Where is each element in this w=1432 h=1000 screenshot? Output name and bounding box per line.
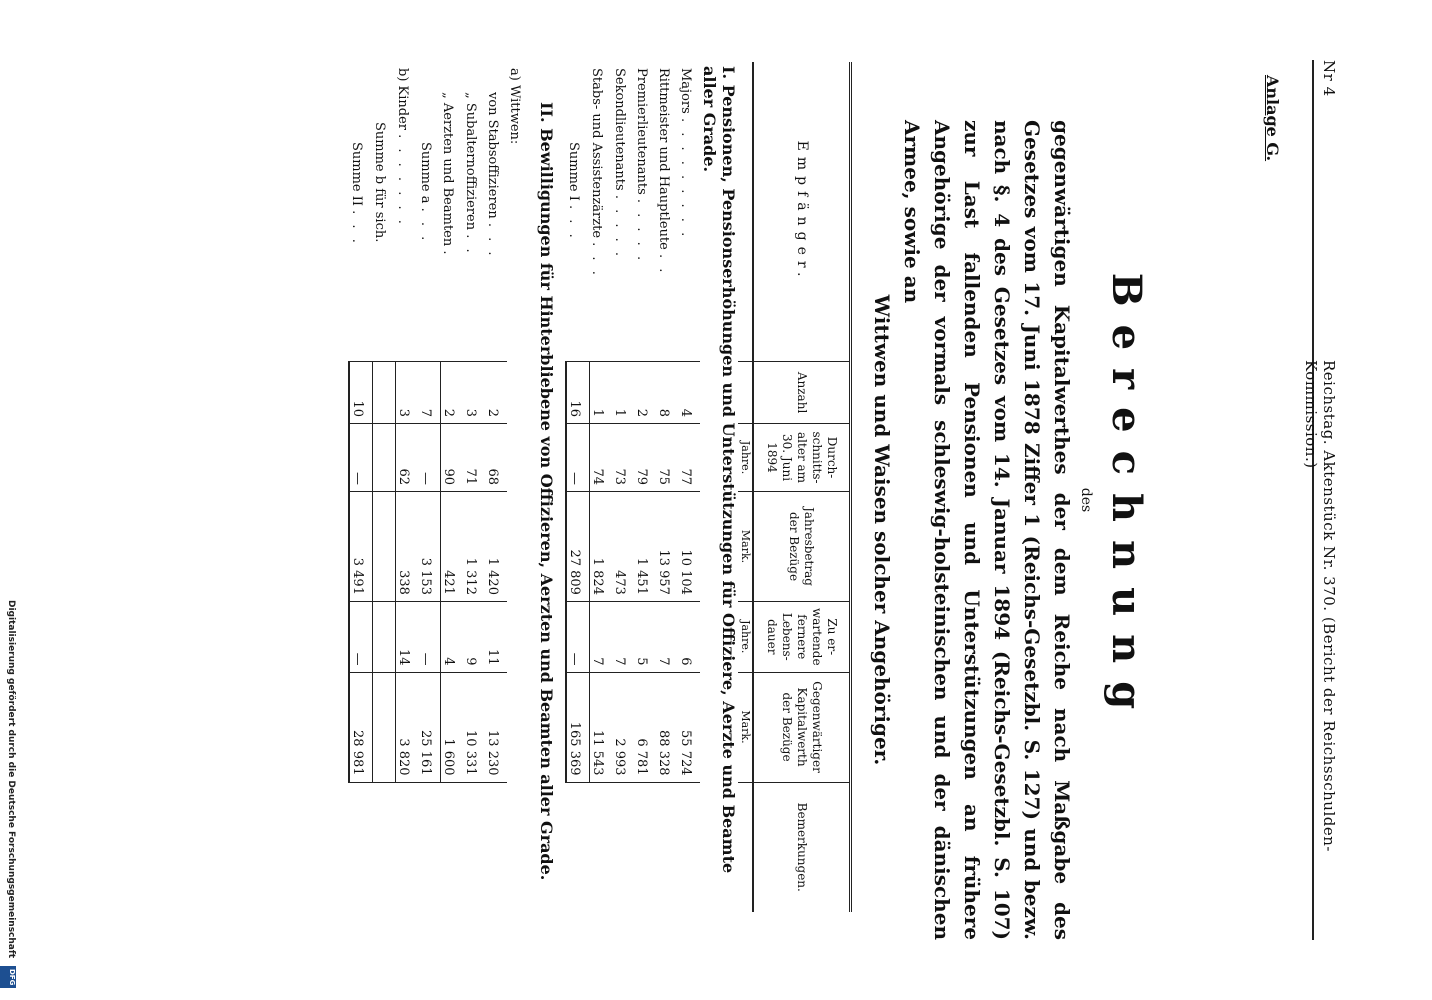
- header-durchschnittsalter: Durch-schnitts-alter am 30. Juni 1894: [753, 424, 851, 492]
- calculation-table: [348, 62, 852, 912]
- summe-2-label: Summe II: [349, 142, 364, 207]
- cell-alter: 62: [396, 424, 419, 492]
- cell-kapital: 13 230: [485, 672, 507, 782]
- cell-anzahl: 3: [463, 362, 485, 424]
- title-connector: des: [1078, 487, 1094, 513]
- cell-jahresbetrag: 3 153: [418, 492, 441, 602]
- unit-alter: Jahre.: [738, 424, 753, 492]
- table-row: [485, 62, 507, 912]
- cell-jahresbetrag: 1 824: [590, 492, 613, 602]
- row-dots: .: [440, 250, 456, 258]
- cell-kapital: 11 543: [590, 672, 613, 782]
- table-row: [590, 62, 613, 912]
- unit-kapitalwerth: Mark.: [738, 672, 753, 782]
- cell-kapital: 28 981: [349, 672, 373, 782]
- cell-dauer: 7: [612, 601, 634, 672]
- summary-row: [349, 62, 373, 912]
- cell-dauer: 5: [634, 601, 656, 672]
- cell-anzahl: 16: [566, 362, 590, 424]
- cell-anzahl: 8: [656, 362, 678, 424]
- cell-jahresbetrag: 1 312: [463, 492, 485, 602]
- cell-kapital: 88 328: [656, 672, 678, 782]
- cell-jahresbetrag: 1 420: [485, 492, 507, 602]
- cell-anzahl: 2: [634, 362, 656, 424]
- appendix-label: Anlage G.: [1263, 75, 1282, 162]
- running-header: [1302, 60, 1342, 940]
- cell-alter: —: [566, 424, 590, 492]
- cell-jahresbetrag: 10 104: [678, 492, 700, 602]
- row-dots: . . .: [349, 210, 364, 246]
- cell-kapital: 25 161: [418, 672, 441, 782]
- subsection-heading: [507, 62, 529, 912]
- summary-row: [373, 62, 396, 912]
- row-dots: . . . . .: [634, 198, 649, 264]
- cell-alter: —: [418, 424, 441, 492]
- row-dots: . . . . . . .: [395, 134, 411, 227]
- cell-jahresbetrag: 27 809: [566, 492, 590, 602]
- cell-dauer: 6: [678, 601, 700, 672]
- section-2-title: II. Bewilligungen für Hinterbliebene von Offizieren, Aerzten und Beamten aller Grade.: [537, 102, 557, 881]
- cell-anzahl: 1: [612, 362, 634, 424]
- document-title: Berechnung: [1103, 272, 1150, 728]
- cell-kapital: 6 781: [634, 672, 656, 782]
- table-row: [612, 62, 634, 912]
- cell-anzahl: 2: [441, 362, 464, 424]
- cell-alter: 71: [463, 424, 485, 492]
- intro-text: gegenwärtigen Kapitalwerthes der dem Reiche nach Maßgabe des Gesetzes vom 17. Juni 1878 Ziffer 1 (Reichs-Gesetzbl. S. 127) und bezw. nach §. 4 des Gesetzes vom 14. Januar 1894 (Reichs-Gesetzbl. S. 107) zur Last fallenden Pensionen und Unterstützungen an frühere Angehörige der vormals schleswig-holsteinischen und der dänischen Armee, sowie an: [900, 120, 1074, 940]
- digitization-credit: [0, 600, 16, 995]
- cell-jahresbetrag: 1 451: [634, 492, 656, 602]
- row-dots: . . .: [418, 207, 433, 244]
- header-anzahl: Anzahl: [753, 362, 851, 424]
- section-heading: [700, 62, 738, 912]
- cell-dauer: 4: [441, 601, 464, 672]
- cell-kapital: 165 369: [566, 672, 590, 782]
- table-header-row: [753, 62, 851, 912]
- page-number: Nr 4: [1320, 60, 1338, 97]
- table-row: [678, 62, 700, 912]
- cell-alter: —: [349, 424, 373, 492]
- cell-alter: 75: [656, 424, 678, 492]
- cell-dauer: —: [418, 601, 441, 672]
- summary-row: [566, 62, 590, 912]
- cell-anzahl: 10: [349, 362, 373, 424]
- row-label: Stabs- und Assistenzärzte: [589, 68, 605, 239]
- table-row: [656, 62, 678, 912]
- header-bemerkungen: Bemerkungen.: [753, 782, 851, 912]
- units-row: [738, 62, 753, 912]
- running-title: Reichstag. Aktenstück Nr. 370. (Bericht der Reichsschulden-Kommission.): [1302, 360, 1338, 852]
- row-label: Sekondlieutenants: [612, 68, 627, 191]
- cell-jahresbetrag: 3 491: [349, 492, 373, 602]
- cell-dauer: 7: [590, 601, 613, 672]
- row-dots: . . .: [589, 242, 605, 278]
- header-empfaenger: Empfänger.: [753, 62, 851, 362]
- row-label: von Stabsoffizieren: [485, 92, 500, 219]
- cell-alter: 79: [634, 424, 656, 492]
- row-dots: . .: [656, 254, 671, 276]
- summe-1-label: Summe I: [566, 142, 581, 201]
- cell-dauer: 14: [396, 601, 419, 672]
- header-jahresbetrag: Jahresbetrag der Bezüge: [753, 492, 851, 602]
- cell-anzahl: 1: [590, 362, 613, 424]
- cell-alter: 77: [678, 424, 700, 492]
- cell-kapital: 55 724: [678, 672, 700, 782]
- row-dots: . . .: [485, 222, 500, 259]
- cell-jahresbetrag: 421: [441, 492, 464, 602]
- row-label: „ Aerzten und Beamten: [440, 92, 456, 247]
- section-heading: [529, 62, 566, 912]
- cell-anzahl: 7: [418, 362, 441, 424]
- cell-kapital: 2 993: [612, 672, 634, 782]
- cell-alter: 68: [485, 424, 507, 492]
- cell-alter: 73: [612, 424, 634, 492]
- cell-dauer: 9: [463, 601, 485, 672]
- row-dots: . . . . . . . . .: [678, 117, 693, 240]
- cell-anzahl: 2: [485, 362, 507, 424]
- cell-jahresbetrag: 473: [612, 492, 634, 602]
- row-label: Rittmeister und Hauptleute: [656, 68, 671, 250]
- cell-alter: 90: [441, 424, 464, 492]
- cell-jahresbetrag: 13 957: [656, 492, 678, 602]
- table-row: [441, 62, 464, 912]
- summe-b-label: Summe b für sich.: [372, 122, 388, 243]
- credit-text: Digitalisierung gefördert durch die Deutsche Forschungsgemeinschaft: [6, 600, 16, 959]
- cell-kapital: 1 600: [441, 672, 464, 782]
- header-kapitalwerth: Gegenwärtiger Kapitalwerth der Bezüge: [753, 672, 851, 782]
- row-label: Premierlieutenants: [634, 68, 649, 195]
- section-1-title: I. Pensionen, Pensionserhöhungen und Unterstützungen für Offiziere, Aerzte und Beamte aller Grade.: [700, 66, 738, 874]
- cell-jahresbetrag: 338: [396, 492, 419, 602]
- table-row: [396, 62, 419, 912]
- cell-dauer: 7: [656, 601, 678, 672]
- summe-a-label: Summe a: [418, 142, 433, 204]
- header-lebensdauer: Zu er-wartende fernere Lebens-dauer: [753, 601, 851, 672]
- cell-kapital: 10 331: [463, 672, 485, 782]
- dfg-logo-icon: DFG: [0, 966, 16, 988]
- cell-alter: 74: [590, 424, 613, 492]
- table-row: [463, 62, 485, 912]
- unit-lebensdauer: Jahre.: [738, 601, 753, 672]
- row-label: „ Subalternoffizieren: [463, 92, 478, 231]
- unit-jahresbetrag: Mark.: [738, 492, 753, 602]
- row-dots: . . .: [566, 205, 581, 241]
- cell-anzahl: 3: [396, 362, 419, 424]
- intro-last-line: Wittwen und Waisen solcher Angehöriger.: [870, 294, 894, 766]
- table-row: [634, 62, 656, 912]
- cell-kapital: 3 820: [396, 672, 419, 782]
- subsection-a-title: a) Wittwen:: [507, 68, 522, 145]
- row-dots: . . . . .: [612, 194, 627, 260]
- cell-dauer: 11: [485, 601, 507, 672]
- cell-dauer: —: [566, 601, 590, 672]
- row-label: b) Kinder: [395, 68, 411, 130]
- summary-row: [418, 62, 441, 912]
- cell-dauer: —: [349, 601, 373, 672]
- cell-anzahl: 4: [678, 362, 700, 424]
- intro-paragraph: [867, 120, 1077, 940]
- row-label: Majors: [678, 68, 693, 114]
- row-dots: . .: [463, 234, 478, 256]
